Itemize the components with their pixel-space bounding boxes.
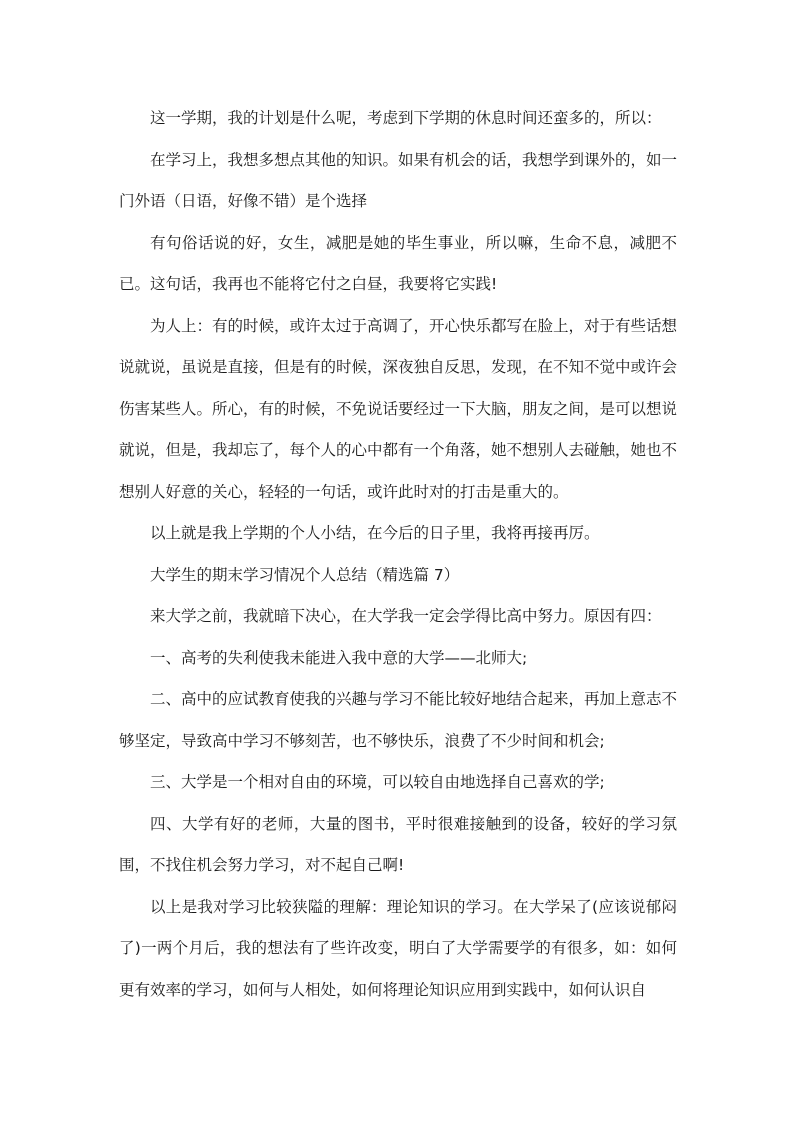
paragraph: 三、大学是一个相对自由的环境，可以较自由地选择自己喜欢的学; [150,773,605,791]
section-title: 大学生的期末学习情况个人总结（精选篇 7） [150,565,460,584]
paragraph: 有句俗话说的好，女生，减肥是她的毕生事业，所以嘛，生命不息，减肥不已。这句话，我再也不能将它付之白昼，我要将它实践! [119,233,677,293]
paragraph: 来大学之前，我就暗下决心，在大学我一定会学得比高中努力。原因有四： [150,607,662,625]
paragraph: 四、大学有好的老师，大量的图书，平时很难接触到的设备，较好的学习氛围，不找住机会努力学习，对不起自己啊! [119,814,677,874]
paragraph: 为人上：有的时候，或许太过于高调了，开心快乐都写在脸上，对于有些话想说就说，虽说是直接，但是有的时候，深夜独自反思，发现，在不知不觉中或许会伤害某些人。所心，有的时候，不免说话要经过一下大脑，朋友之间，是可以想说就说，但是，我却忘了，每个人的心中都有一个角落，她不想别人去碰触，她也不想别人好意的关心，轻轻的一句话，或许此时对的打击是重大的。 [119,316,678,501]
paragraph: 一、高考的失利使我未能进入我中意的大学——北师大; [150,648,528,667]
paragraph: 二、高中的应试教育使我的兴趣与学习不能比较好地结合起来，再加上意志不够坚定，导致高中学习不够刻苦，也不够快乐，浪费了不少时间和机会; [119,690,678,750]
paragraph: 以上是我对学习比较狭隘的理解：理论知识的学习。在大学呆了(应该说郁闷了)一两个月后，我的想法有了些许改变，明白了大学需要学的有很多，如：如何更有效率的学习，如何与人相处，如何将理论知识应用到实践中，如何认识自 [119,897,677,999]
paragraph: 以上就是我上学期的个人小结，在今后的日子里，我将再接再厉。 [150,524,600,542]
paragraph: 在学习上，我想多想点其他的知识。如果有机会的话，我想学到课外的，如一门外语（日语，好像不错）是个选择 [119,150,678,210]
document-body [119,98,677,1011]
paragraph: 这一学期，我的计划是什么呢，考虑到下学期的休息时间还蛮多的，所以： [150,109,662,127]
